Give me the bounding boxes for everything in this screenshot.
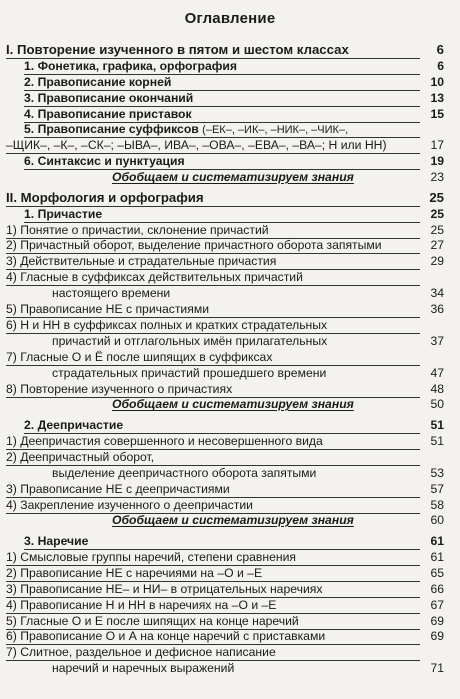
toc-entry-text: Повторение изученного в пятом и шестом классах	[17, 42, 349, 57]
toc-entry-text: Закрепление изученного о деепричастии	[20, 498, 253, 512]
toc-entry-text: Правописание Н и НН в наречиях на –О и –Е	[20, 598, 277, 612]
toc-page-number: 50	[430, 397, 444, 411]
toc-entry-number: 1)	[6, 223, 17, 237]
toc-entry-text: Фонетика, графика, орфография	[37, 59, 238, 73]
toc-entry-label	[112, 512, 354, 528]
toc-entry-number: 4)	[6, 270, 17, 284]
toc-page-number: 36	[430, 302, 444, 316]
toc-entry[interactable]	[0, 394, 460, 414]
toc-entry-text: Наречие	[37, 534, 89, 548]
toc-entry-label	[112, 169, 354, 185]
page-title: Оглавление	[184, 10, 276, 27]
toc-entry-number: 5.	[24, 122, 35, 136]
toc-page-number: 37	[430, 334, 444, 348]
toc-page-number: 19	[430, 154, 444, 168]
toc-entry-number: 2)	[6, 238, 17, 252]
toc-page-number: 60	[430, 513, 444, 527]
toc-entry-number: 7)	[6, 350, 17, 364]
toc-page-number: 66	[430, 582, 444, 596]
toc-entry-text: Слитное, раздельное и дефисное написание	[20, 645, 276, 659]
toc-entry-text: Синтаксис и пунктуация	[37, 154, 185, 168]
toc-entry[interactable]	[0, 658, 460, 678]
toc-entry-number: 6.	[24, 154, 35, 168]
toc-entry-text: –ЩИК–, –К–, –СК–; –ЫВА–, ИВА–, –ОВА–, –ЕВА–, –ВА–; Н или НН)	[6, 138, 387, 152]
toc-page-number: 51	[430, 418, 444, 432]
toc-entry-text: Гласные О и Е после шипящих на конце наречий	[20, 614, 299, 628]
toc-entry-text: Правописание окончаний	[37, 91, 194, 105]
toc-entry-number: 7)	[6, 645, 17, 659]
toc-page-number: 10	[430, 75, 444, 89]
toc-entry-text: Обобщаем и систематизируем знания	[112, 397, 354, 411]
toc-page-number: 25	[429, 190, 444, 205]
toc-page-number: 69	[430, 614, 444, 628]
toc-entry-text: Правописание приставок	[37, 107, 192, 121]
toc-entry-text: выделение деепричастного оборота запятыми	[52, 466, 317, 480]
toc-entry[interactable]	[0, 167, 460, 187]
toc-entry-text: Смысловые группы наречий, степени сравнения	[20, 550, 297, 564]
toc-entry-number: 1)	[6, 550, 17, 564]
toc-entry-text: Правописание О и А на конце наречий с приставками	[20, 629, 326, 643]
toc-entry-number: 3)	[6, 482, 17, 496]
toc-entry-text: Причастный оборот, выделение причастного оборота запятыми	[20, 238, 382, 252]
toc-entry-text: Обобщаем и систематизируем знания	[112, 170, 354, 184]
toc-entry-number: 1.	[24, 207, 35, 221]
toc-entry[interactable]	[0, 510, 460, 530]
toc-page-number: 61	[430, 550, 444, 564]
toc-entry-number: 3)	[6, 254, 17, 268]
toc-entry-number: 2)	[6, 566, 17, 580]
toc-page-number: 6	[436, 42, 444, 57]
toc-entry-number: 2)	[6, 450, 17, 464]
toc-entry-number: II.	[6, 190, 17, 205]
toc-entry-text: Н и НН в суффиксах полных и кратких страдательных	[20, 318, 328, 332]
toc-entry-text: Гласные О и Ё после шипящих в суффиксах	[20, 350, 273, 364]
toc-page-number: 23	[430, 170, 444, 184]
toc-entry-number: 4)	[6, 598, 17, 612]
toc-entry-text: Морфология и орфография	[20, 190, 204, 205]
toc-entry-number: 3.	[24, 91, 35, 105]
toc-entry-text: Действительные и страдательные причастия	[20, 254, 277, 268]
toc-entry-text: наречий и наречных выражений	[52, 661, 235, 675]
toc-entry-text: Правописание суффиксов	[37, 122, 199, 136]
toc-entry-text: Понятие о причастии, склонение причастий	[20, 223, 269, 237]
toc-entry-text: Повторение изученного о причастиях	[20, 382, 233, 396]
toc-entry-number: 6)	[6, 629, 17, 643]
toc-page-number: 58	[430, 498, 444, 512]
toc-page-number: 15	[430, 107, 444, 121]
toc-entry-number: 1)	[6, 434, 17, 448]
toc-entry-text: Правописание корней	[37, 75, 172, 89]
toc-entry-number: 3)	[6, 582, 17, 596]
toc-page-number: 6	[437, 59, 444, 73]
toc-entry-number: 3.	[24, 534, 35, 548]
toc-entry-text: Правописание НЕ с наречиями на –О и –Е	[20, 566, 263, 580]
toc-entry-number: 6)	[6, 318, 17, 332]
toc-entry-number: 4.	[24, 107, 35, 121]
toc-page-number: 67	[430, 598, 444, 612]
toc-entry-number: 4)	[6, 498, 17, 512]
toc-entry-number: I.	[6, 42, 14, 57]
toc-page-number: 48	[430, 382, 444, 396]
toc-entry-text: Гласные в суффиксах действительных причастий	[20, 270, 303, 284]
toc-page-number: 65	[430, 566, 444, 580]
toc-entry-text: Деепричастия совершенного и несовершенного вида	[20, 434, 323, 448]
toc-page-number: 61	[430, 534, 444, 548]
toc-page-number: 51	[430, 434, 444, 448]
toc-page-number: 17	[430, 138, 444, 152]
toc-page-number: 27	[430, 238, 444, 252]
toc-entry-number: 2.	[24, 75, 35, 89]
toc-page-number: 53	[430, 466, 444, 480]
toc-entry-number: 5)	[6, 302, 17, 316]
toc-page-number: 47	[430, 366, 444, 380]
toc-entry-text: Правописание НЕ с причастиями	[20, 302, 210, 316]
toc-entry-text: Деепричастие	[37, 418, 124, 432]
toc-page-number: 29	[430, 254, 444, 268]
toc-page-number: 25	[430, 223, 444, 237]
toc-entry-text: настоящего времени	[52, 286, 171, 300]
toc-page-number: 69	[430, 629, 444, 643]
toc-entry-text: Обобщаем и систематизируем знания	[112, 513, 354, 527]
toc-entry-label	[112, 396, 354, 412]
toc-entry-number: 2.	[24, 418, 35, 432]
toc-entry-text: страдательных причастий прошедшего времени	[52, 366, 327, 380]
toc-entry-number: 8)	[6, 382, 17, 396]
toc-entry-number: 1.	[24, 59, 35, 73]
toc-entry-text: причастий и отглагольных имён прилагательных	[52, 334, 328, 348]
toc-page-number: 13	[430, 91, 444, 105]
toc-entry-suffix: (–ЕК–, –ИК–, –НИК–, –ЧИК–,	[202, 124, 349, 136]
toc-page-number: 71	[430, 661, 444, 675]
toc-page-number: 34	[430, 286, 444, 300]
toc-entry-label	[52, 660, 234, 676]
toc-page-number: 25	[430, 207, 444, 221]
toc-entry-text: Правописание НЕ с деепричастиями	[20, 482, 230, 496]
toc-entry-text: Деепричастный оборот,	[20, 450, 155, 464]
toc-page-number: 57	[430, 482, 444, 496]
toc-entry-text: Правописание НЕ– и НИ– в отрицательных наречиях	[20, 582, 323, 596]
toc-entry-text: Причастие	[37, 207, 103, 221]
toc-entry-number: 5)	[6, 614, 17, 628]
